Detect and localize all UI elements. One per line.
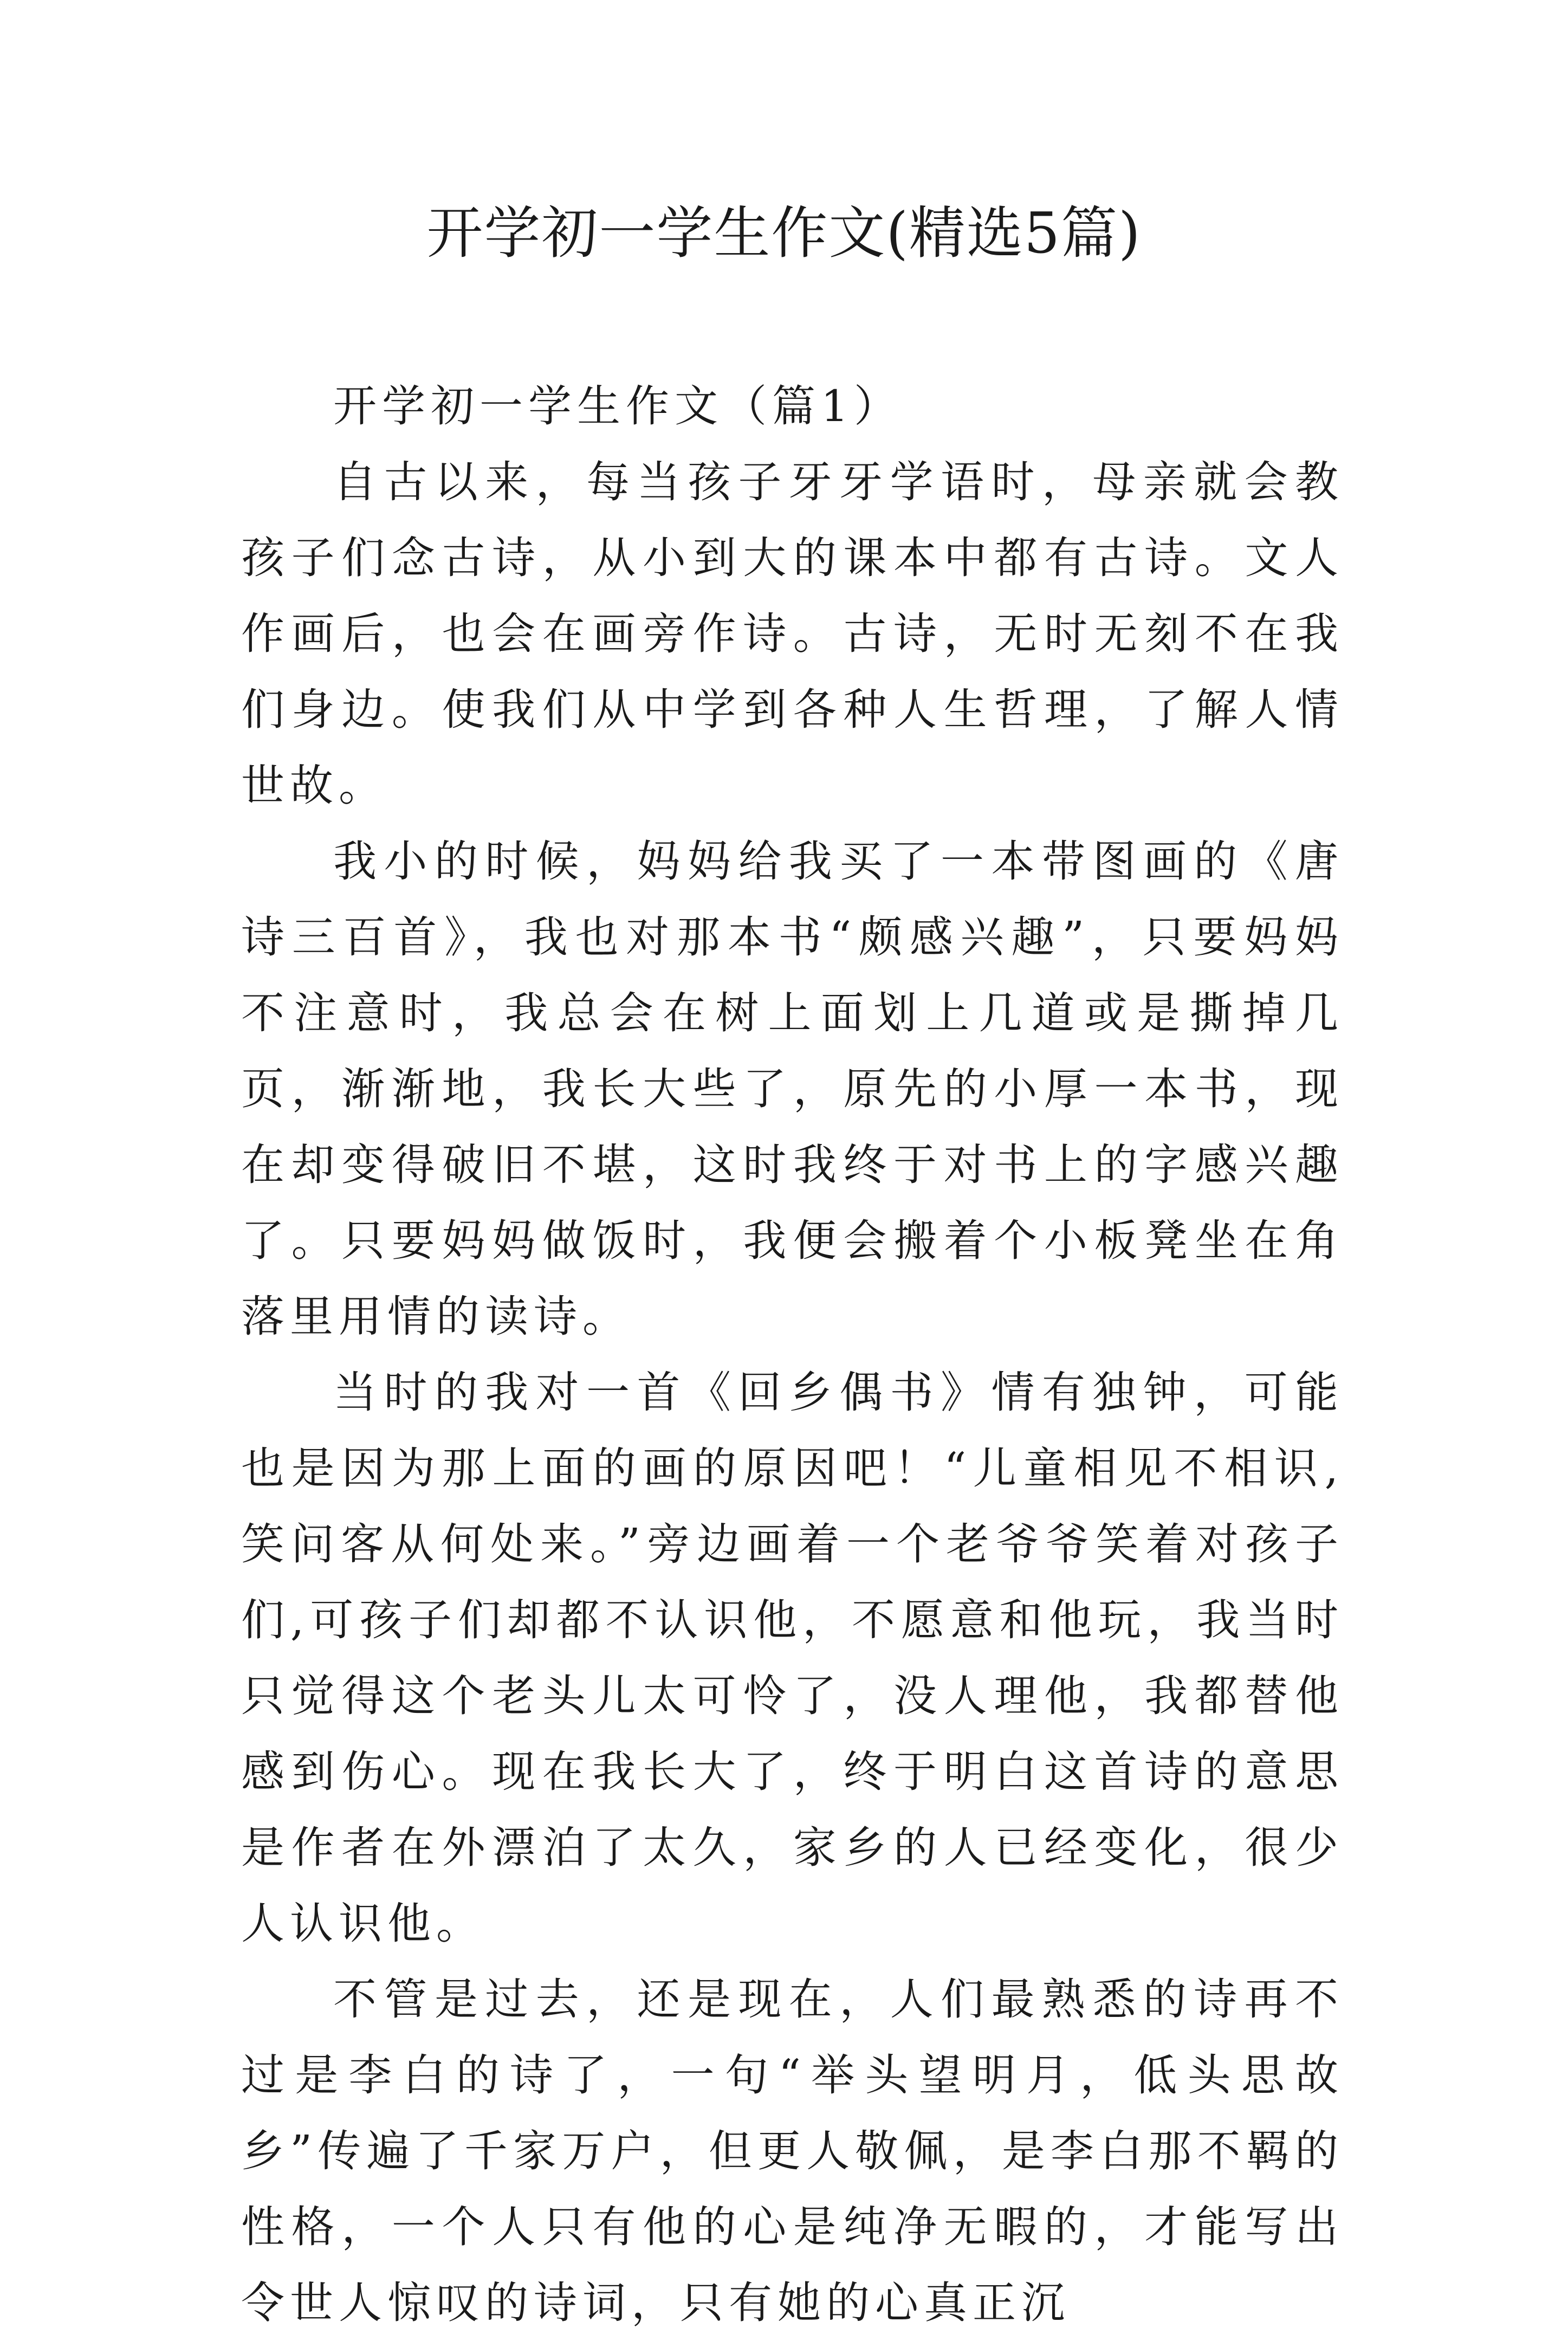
- paragraph: 当时的我对一首《回乡偶书》情有独钟，可能也是因为那上面的画的原因吧！“儿童相见不相识,笑问客从何处来。”旁边画着一个老爷爷笑着对孩子们,可孩子们却都不认识他，不愿意和他玩，我当时只觉得这个老头儿太可怜了，没人理他，我都替他感到伤心。现在我长大了，终于明白这首诗的意思是作者在外漂泊了太久，家乡的人已经变化，很少人认识他。: [241, 1367, 1344, 1949]
- paragraph: 我小的时候，妈妈给我买了一本带图画的《唐诗三百首》，我也对那本书“颇感兴趣”，只要妈妈不注意时，我总会在树上面划上几道或是撕掉几页，渐渐地，我长大些了，原先的小厚一本书，现在却变得破旧不堪，这时我终于对书上的字感兴趣了。只要妈妈做饭时，我便会搬着个小板凳坐在角落里用情的读诗。: [241, 836, 1344, 1342]
- document-body: [241, 368, 1344, 2341]
- section-heading: 开学初一学生作文（篇1）: [333, 381, 903, 431]
- paragraph: 不管是过去，还是现在，人们最熟悉的诗再不过是李白的诗了，一句“举头望明月，低头思故乡”传遍了千家万户，但更人敬佩，是李白那不羁的性格，一个人只有他的心是纯净无暇的，才能写出令世人惊叹的诗词，只有她的心真正沉: [241, 1974, 1344, 2328]
- document-title: 开学初一学生作文(精选5篇): [426, 200, 1142, 266]
- paragraph: 自古以来，每当孩子牙牙学语时，母亲就会教孩子们念古诗，从小到大的课本中都有古诗。文人作画后，也会在画旁作诗。古诗，无时无刻不在我们身边。使我们从中学到各种人生哲理，了解人情世故。: [241, 457, 1344, 811]
